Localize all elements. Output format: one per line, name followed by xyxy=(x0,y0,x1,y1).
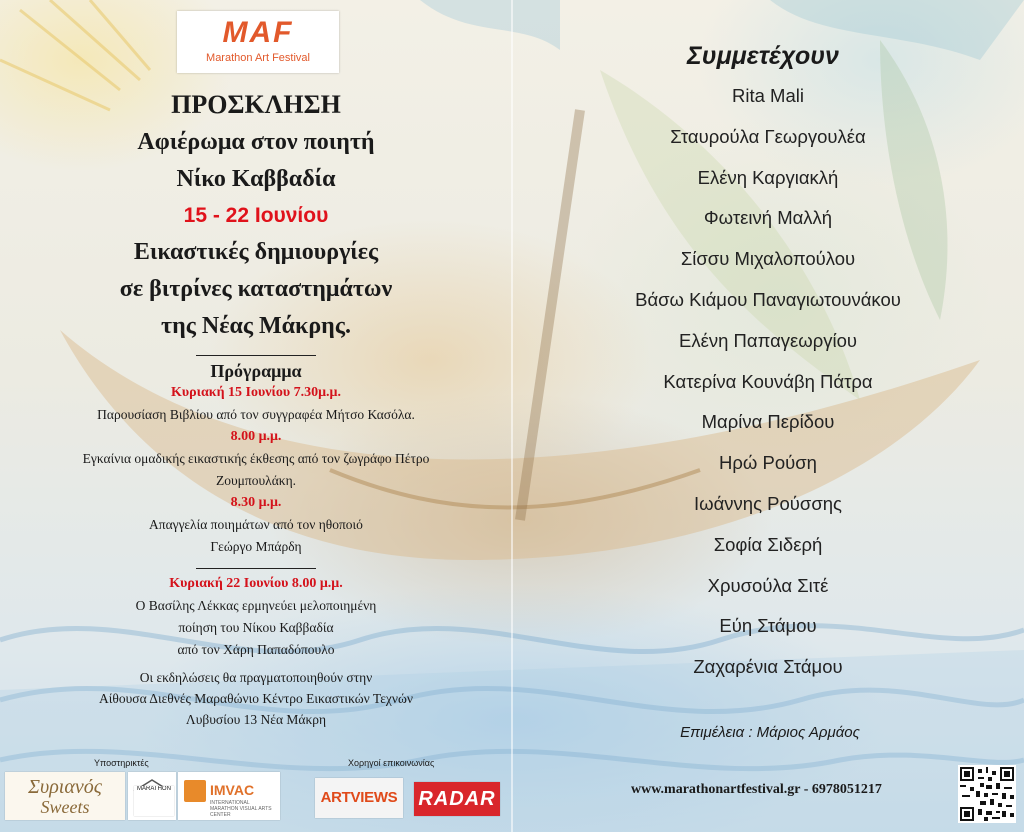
program-item: από τον Χάρη Παπαδόπουλο xyxy=(177,642,335,657)
venue-line: Οι εκδηλώσεις θα πραγματοποιηθούν στην xyxy=(139,670,373,685)
imvac-icon xyxy=(184,780,206,802)
syrianos-sweets-logo xyxy=(5,772,125,820)
participant-name: Σίσσυ Μιχαλοπούλου xyxy=(680,248,856,270)
festival-logo xyxy=(177,11,339,73)
sweets-text: Sweets xyxy=(40,797,90,817)
divider xyxy=(196,355,316,356)
invitation-line: Νίκο Καββαδία xyxy=(176,166,336,192)
invitation-line: σε βιτρίνες καταστημάτων xyxy=(119,276,393,302)
program-item: Γεώργο Μπάρδη xyxy=(210,539,302,554)
invitation-line: Αφιέρωμα στον ποιητή xyxy=(137,129,375,155)
participants-column xyxy=(512,36,1024,688)
participant-name: Φωτεινή Μαλλή xyxy=(703,207,833,229)
participant-name: Χρυσούλα Σιτέ xyxy=(707,574,829,596)
program-day: Κυριακή 15 Ιουνίου 7.30μ.μ. xyxy=(171,385,341,400)
invitation-line: της Νέας Μάκρης. xyxy=(161,313,351,339)
participant-name: Βάσω Κιάμου Παναγιωτουνάκου xyxy=(635,288,901,310)
participant-name: Ζαχαρένια Στάμου xyxy=(693,656,843,678)
program-item: Απαγγελία ποιημάτων από τον ηθοποιό xyxy=(149,517,363,532)
logo-mark: MAF xyxy=(222,16,294,49)
imvac-subtext: INTERNATIONAL MARATHON VISUAL ARTS CENTER xyxy=(210,800,272,818)
participant-name: Rita Mali xyxy=(732,85,804,106)
sponsors-label: Υποστηρικτές xyxy=(94,758,149,768)
invitation-column xyxy=(0,86,512,730)
artviews-text: ARTVIEWS xyxy=(320,789,398,806)
program-item: Εγκαίνια ομαδικής εικαστικής έκθεσης από τον ζωγράφο Πέτρο xyxy=(82,451,430,466)
syrianos-text: Συριανός xyxy=(28,776,102,798)
qr-code-icon[interactable] xyxy=(958,765,1016,823)
venue-line: Λυβυσίου 13 Νέα Μάκρη xyxy=(185,712,327,727)
participant-name: Ελένη Παπαγεωργίου xyxy=(679,329,857,351)
imvac-logo xyxy=(178,772,280,820)
participant-name: Ελένη Καργιακλή xyxy=(697,166,839,188)
invitation-dates: 15 - 22 Ιουνίου xyxy=(183,204,329,227)
marathon-text: MARATHON xyxy=(137,786,171,792)
program-time: 8.00 μ.μ. xyxy=(230,429,282,444)
program-item: ποίηση του Νίκου Καββαδία xyxy=(178,620,334,635)
program-item: Ο Βασίλης Λέκκας ερμηνεύει μελοποιημένη xyxy=(135,598,377,613)
participant-name: Σταυρούλα Γεωργουλέα xyxy=(670,125,866,147)
marathon-logo xyxy=(134,786,174,816)
participant-name: Κατερίνα Κουνάβη Πάτρα xyxy=(663,370,873,392)
curator-credit: Επιμέλεια : Μάριος Αρμάος xyxy=(680,724,860,741)
program-item: Παρουσίαση Βιβλίου από τον συγγραφέα Μήτσο Κασόλα. xyxy=(97,407,415,422)
participant-name: Εύη Στάμου xyxy=(719,615,817,637)
invitation-title: ΠΡΟΣΚΛΗΣΗ xyxy=(171,90,341,119)
invitation-line: Εικαστικές δημιουργίες xyxy=(133,239,379,265)
participants-title: Συμμετέχουν xyxy=(687,42,839,70)
venue-block xyxy=(0,667,512,730)
radar-logo xyxy=(414,782,500,816)
program-time: 8.30 μ.μ. xyxy=(230,495,282,510)
imvac-text: IMVAC xyxy=(210,782,255,798)
media-sponsors-label: Χορηγοί επικοινωνίας xyxy=(348,758,435,768)
participant-name: Μαρίνα Περίδου xyxy=(701,411,835,433)
venue-line: Αίθουσα Διεθνές Μαραθώνιο Κέντρο Εικαστικών Τεχνών xyxy=(99,691,413,706)
program-title: Πρόγραμμα xyxy=(210,361,302,381)
radar-text: RADAR xyxy=(418,788,496,810)
participant-name: Ηρώ Ρούση xyxy=(719,452,817,474)
divider xyxy=(196,568,316,569)
program-day: Κυριακή 22 Ιουνίου 8.00 μ.μ. xyxy=(169,576,343,591)
website-phone[interactable]: www.marathonartfestival.gr - 6978051217 xyxy=(631,782,882,797)
participant-name: Σοφία Σιδερή xyxy=(713,533,823,555)
participant-name: Ιωάννης Ρούσσης xyxy=(694,492,842,514)
artviews-logo xyxy=(315,778,403,818)
program-item: Ζουμπουλάκη. xyxy=(215,473,297,488)
participants-list xyxy=(512,76,1024,688)
logo-text: Marathon Art Festival xyxy=(206,52,310,64)
